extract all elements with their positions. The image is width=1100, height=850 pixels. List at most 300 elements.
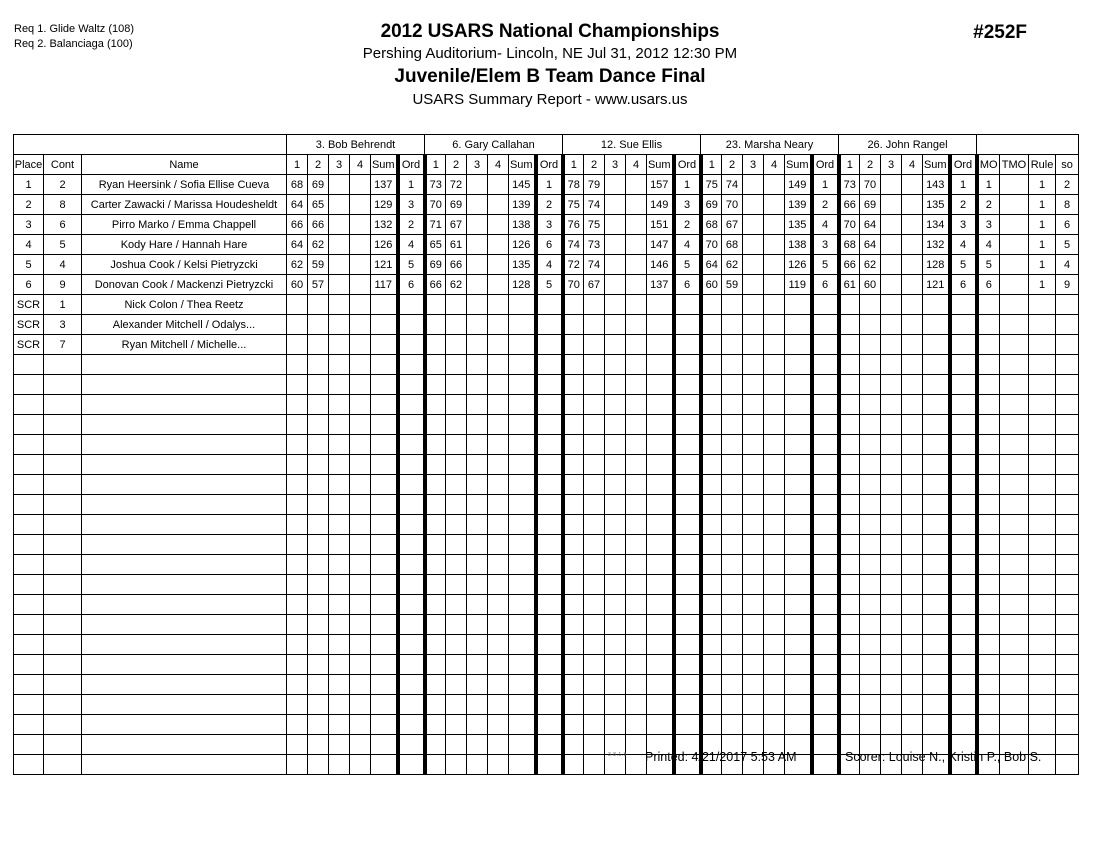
cell-j4-sum: 119 [785,275,812,295]
cell-j4-s2: 67 [722,215,743,235]
blank-cell [605,515,626,535]
blank-cell [398,475,425,495]
header-j3-3: 3 [605,155,626,175]
cell-j2-s1 [425,335,446,355]
blank-cell [647,555,674,575]
blank-cell [743,495,764,515]
blank-cell [923,395,950,415]
blank-row[interactable] [14,435,1079,455]
header-j1-ord: Ord [398,155,425,175]
blank-cell [701,415,722,435]
header-tmo: TMO [1000,155,1029,175]
cell-j1-ord [398,335,425,355]
blank-cell [674,515,701,535]
blank-cell [467,515,488,535]
blank-row[interactable] [14,475,1079,495]
blank-cell [329,355,350,375]
blank-cell [536,595,563,615]
blank-cell [398,515,425,535]
blank-cell [82,635,287,655]
cell-j3-s3 [605,335,626,355]
blank-cell [446,615,467,635]
table-row[interactable] [14,295,1079,315]
blank-cell [764,535,785,555]
blank-cell [82,655,287,675]
cell-mo: 1 [977,175,1000,195]
blank-row[interactable] [14,675,1079,695]
blank-cell [647,595,674,615]
blank-cell [308,635,329,655]
cell-j5-ord [950,315,977,335]
blank-cell [881,635,902,655]
blank-cell [647,435,674,455]
cell-j5-s1: 70 [839,215,860,235]
blank-cell [14,515,44,535]
table-row[interactable] [14,335,1079,355]
cell-j4-s1 [701,295,722,315]
blank-cell [14,475,44,495]
blank-row[interactable] [14,575,1079,595]
cell-j4-sum: 138 [785,235,812,255]
blank-cell [1029,695,1056,715]
cell-j1-s4 [350,295,371,315]
blank-cell [350,555,371,575]
blank-cell [605,715,626,735]
blank-cell [371,515,398,535]
header-j2-sum: Sum [509,155,536,175]
blank-row[interactable] [14,515,1079,535]
blank-cell [584,735,605,755]
blank-cell [647,715,674,735]
blank-cell [812,495,839,515]
blank-cell [467,495,488,515]
cell-j4-s3 [743,275,764,295]
blank-cell [509,415,536,435]
blank-cell [812,735,839,755]
blank-cell [446,395,467,415]
blank-cell [605,455,626,475]
cell-j5-sum [923,315,950,335]
cell-j3-sum: 137 [647,275,674,295]
blank-cell [44,575,82,595]
cell-place: 4 [14,235,44,255]
blank-cell [902,615,923,635]
blank-cell [881,375,902,395]
cell-name: Pirro Marko / Emma Chappell [82,215,287,235]
blank-cell [923,635,950,655]
cell-j3-s3 [605,235,626,255]
blank-cell [647,515,674,535]
cell-j5-ord: 6 [950,275,977,295]
cell-j5-sum: 121 [923,275,950,295]
table-row[interactable] [14,175,1079,195]
blank-cell [743,475,764,495]
cell-rule: 1 [1029,275,1056,295]
blank-cell [812,715,839,735]
blank-cell [398,575,425,595]
blank-cell [329,455,350,475]
blank-cell [584,635,605,655]
cell-j4-sum: 149 [785,175,812,195]
blank-cell [398,675,425,695]
blank-cell [425,395,446,415]
blank-cell [44,415,82,435]
blank-cell [425,695,446,715]
blank-cell [902,415,923,435]
blank-cell [1000,575,1029,595]
blank-row[interactable] [14,655,1079,675]
blank-cell [701,355,722,375]
cell-cont: 1 [44,295,82,315]
blank-row[interactable] [14,375,1079,395]
blank-cell [764,595,785,615]
cell-rule: 1 [1029,255,1056,275]
blank-row[interactable] [14,715,1079,735]
blank-cell [1029,375,1056,395]
blank-cell [371,715,398,735]
blank-cell [881,455,902,475]
blank-cell [626,575,647,595]
blank-cell [287,635,308,655]
blank-cell [605,595,626,615]
blank-cell [536,395,563,415]
cell-j3-s3 [605,315,626,335]
blank-cell [308,415,329,435]
blank-cell [701,575,722,595]
cell-j3-ord: 5 [674,255,701,275]
blank-cell [1000,555,1029,575]
blank-row[interactable] [14,535,1079,555]
blank-cell [1029,655,1056,675]
blank-cell [329,475,350,495]
cell-name: Kody Hare / Hannah Hare [82,235,287,255]
cell-j2-ord [536,335,563,355]
blank-row[interactable] [14,595,1079,615]
blank-row[interactable] [14,355,1079,375]
blank-cell [425,655,446,675]
blank-cell [860,515,881,535]
blank-cell [329,695,350,715]
blank-cell [425,635,446,655]
blank-cell [287,555,308,575]
cell-j4-s2: 59 [722,275,743,295]
blank-cell [398,535,425,555]
blank-cell [44,755,82,775]
cell-j1-s4 [350,215,371,235]
cell-j3-s4 [626,215,647,235]
blank-cell [467,575,488,595]
cell-j2-s4 [488,215,509,235]
blank-cell [509,655,536,675]
blank-cell [977,595,1000,615]
cell-j1-ord: 5 [398,255,425,275]
blank-cell [14,635,44,655]
blank-cell [701,475,722,495]
cell-j3-s2 [584,295,605,315]
blank-cell [308,675,329,695]
blank-cell [881,435,902,455]
cell-tmo [1000,295,1029,315]
blank-cell [14,535,44,555]
header-so: so [1056,155,1079,175]
blank-cell [950,455,977,475]
cell-j4-s2 [722,295,743,315]
cell-j5-sum: 143 [923,175,950,195]
blank-cell [488,615,509,635]
blank-cell [785,495,812,515]
blank-cell [287,615,308,635]
cell-j2-s3 [467,215,488,235]
cell-place: 6 [14,275,44,295]
blank-cell [923,355,950,375]
cell-j5-sum [923,295,950,315]
blank-row[interactable] [14,615,1079,635]
blank-cell [584,715,605,735]
cell-j2-s2: 72 [446,175,467,195]
blank-cell [536,735,563,755]
blank-cell [14,495,44,515]
header-j5-sum: Sum [923,155,950,175]
blank-cell [902,475,923,495]
blank-cell [446,375,467,395]
blank-cell [1056,475,1079,495]
cell-so: 5 [1056,235,1079,255]
blank-cell [488,515,509,535]
cell-j1-s2: 57 [308,275,329,295]
blank-cell [287,375,308,395]
blank-cell [647,635,674,655]
blank-cell [308,495,329,515]
blank-row[interactable] [14,495,1079,515]
blank-cell [488,535,509,555]
blank-cell [881,415,902,435]
blank-cell [488,575,509,595]
cell-j4-ord [812,335,839,355]
cell-j3-sum: 149 [647,195,674,215]
cell-j1-ord: 6 [398,275,425,295]
cell-j5-s3 [881,235,902,255]
blank-cell [785,395,812,415]
blank-cell [626,675,647,695]
blank-cell [425,375,446,395]
header-j4-ord: Ord [812,155,839,175]
blank-cell [881,535,902,555]
cell-j1-s1: 68 [287,175,308,195]
blank-cell [44,695,82,715]
cell-j5-s4 [902,275,923,295]
blank-row[interactable] [14,555,1079,575]
cell-j3-ord [674,335,701,355]
blank-cell [1029,575,1056,595]
cell-j1-s1: 64 [287,195,308,215]
blank-row[interactable] [14,695,1079,715]
blank-cell [467,355,488,375]
blank-cell [923,575,950,595]
cell-j2-s1: 71 [425,215,446,235]
blank-cell [626,355,647,375]
blank-cell [626,475,647,495]
blank-cell [764,715,785,735]
blank-cell [743,695,764,715]
cell-j5-s2 [860,315,881,335]
blank-row[interactable] [14,415,1079,435]
blank-cell [1056,555,1079,575]
blank-cell [950,395,977,415]
blank-cell [764,655,785,675]
blank-cell [923,555,950,575]
table-row[interactable] [14,235,1079,255]
blank-cell [839,515,860,535]
blank-cell [14,415,44,435]
blank-cell [743,675,764,695]
cell-name: Donovan Cook / Mackenzi Pietryzcki [82,275,287,295]
blank-cell [371,415,398,435]
blank-cell [902,675,923,695]
cell-j1-ord: 4 [398,235,425,255]
blank-cell [536,355,563,375]
blank-cell [701,695,722,715]
cell-j2-s3 [467,175,488,195]
blank-cell [785,355,812,375]
blank-cell [563,475,584,495]
blank-cell [467,595,488,615]
blank-cell [82,555,287,575]
blank-cell [881,395,902,415]
blank-cell [509,555,536,575]
cell-j5-s3 [881,195,902,215]
cell-j3-s3 [605,215,626,235]
cell-j5-s2 [860,335,881,355]
table-row[interactable] [14,215,1079,235]
blank-cell [1056,375,1079,395]
cell-j1-s1 [287,295,308,315]
version-stamp: 3.8.1.8 [608,752,627,758]
blank-cell [584,515,605,535]
cell-j3-s3 [605,255,626,275]
blank-cell [626,635,647,655]
blank-cell [509,735,536,755]
blank-cell [743,635,764,655]
blank-cell [584,595,605,615]
blank-cell [1000,635,1029,655]
blank-cell [923,495,950,515]
blank-cell [1000,355,1029,375]
blank-cell [647,675,674,695]
blank-cell [350,695,371,715]
blank-cell [308,755,329,775]
cell-j2-sum: 135 [509,255,536,275]
table-row[interactable] [14,275,1079,295]
blank-cell [743,355,764,375]
blank-cell [860,535,881,555]
blank-cell [398,495,425,515]
blank-cell [287,355,308,375]
cell-j1-ord [398,315,425,335]
blank-row[interactable] [14,635,1079,655]
cell-j3-s4 [626,195,647,215]
cell-j4-s1: 68 [701,215,722,235]
blank-row[interactable] [14,395,1079,415]
cell-j2-sum [509,315,536,335]
cell-j5-ord: 3 [950,215,977,235]
cell-j1-s2: 59 [308,255,329,275]
blank-cell [398,715,425,735]
table-row[interactable] [14,315,1079,335]
cell-j3-sum: 151 [647,215,674,235]
blank-cell [446,555,467,575]
blank-cell [647,655,674,675]
blank-row[interactable] [14,455,1079,475]
blank-cell [398,735,425,755]
blank-cell [785,675,812,695]
blank-cell [647,475,674,495]
blank-cell [977,655,1000,675]
blank-cell [536,715,563,735]
blank-cell [536,415,563,435]
blank-cell [881,355,902,375]
report-subtitle: USARS Summary Report - www.usars.us [412,91,688,108]
blank-cell [1000,615,1029,635]
blank-cell [14,395,44,415]
blank-cell [881,515,902,535]
cell-j2-ord [536,315,563,335]
blank-cell [674,595,701,615]
blank-cell [467,455,488,475]
blank-cell [1000,675,1029,695]
table-row[interactable] [14,195,1079,215]
blank-cell [1056,495,1079,515]
blank-cell [488,715,509,735]
blank-cell [674,355,701,375]
cell-j1-sum: 126 [371,235,398,255]
cell-j1-s2 [308,295,329,315]
cell-j4-s1: 70 [701,235,722,255]
blank-cell [923,535,950,555]
cell-j1-sum: 132 [371,215,398,235]
cell-j2-s1 [425,315,446,335]
cell-so: 8 [1056,195,1079,215]
cell-name: Nick Colon / Thea Reetz [82,295,287,315]
cell-cont: 2 [44,175,82,195]
blank-cell [674,415,701,435]
blank-cell [308,455,329,475]
blank-cell [701,435,722,455]
cell-j5-s2: 64 [860,235,881,255]
cell-j3-ord [674,315,701,335]
table-row[interactable] [14,255,1079,275]
blank-cell [308,395,329,415]
blank-cell [287,715,308,735]
cell-j3-sum [647,315,674,335]
cell-j4-s4 [764,255,785,275]
blank-cell [425,735,446,755]
band-spacer [14,135,287,155]
blank-cell [812,355,839,375]
cell-j2-ord: 4 [536,255,563,275]
blank-cell [398,455,425,475]
blank-cell [82,515,287,535]
blank-cell [488,435,509,455]
cell-place: SCR [14,315,44,335]
blank-cell [14,655,44,675]
blank-cell [329,715,350,735]
blank-cell [1029,435,1056,455]
blank-cell [701,715,722,735]
blank-cell [950,535,977,555]
blank-cell [839,455,860,475]
blank-cell [509,435,536,455]
blank-cell [785,655,812,675]
